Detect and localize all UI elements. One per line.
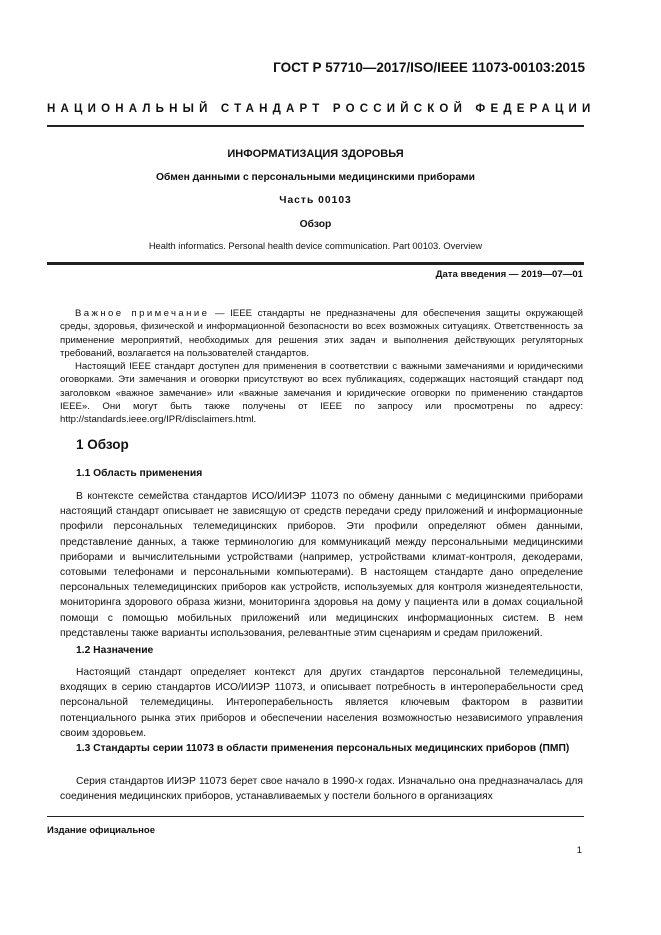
- section-1-1-heading: 1.1 Область применения: [76, 468, 203, 479]
- section-1-3-heading: 1.3 Стандарты серии 11073 в области применения персональных медицинских приборов (ПМП): [76, 743, 570, 754]
- section-1-heading: 1 Обзор: [76, 437, 129, 452]
- page-number: 1: [576, 845, 582, 856]
- important-note: [60, 307, 583, 360]
- introduction-date: Дата введения — 2019—07—01: [435, 269, 583, 280]
- title-main: ИНФОРМАТИЗАЦИЯ ЗДОРОВЬЯ: [227, 148, 404, 160]
- national-standard-banner: НАЦИОНАЛЬНЫЙ СТАНДАРТ РОССИЙСКОЙ ФЕДЕРАЦИИ: [47, 103, 596, 115]
- edition-label: Издание официальное: [47, 825, 155, 836]
- footer-divider: [47, 816, 584, 817]
- title-divider: [47, 262, 584, 265]
- section-1-3-text: Серия стандартов ИИЭР 11073 берет свое начало в 1990-х годах. Изначально она предназначалась для соединения медицинских приборов, устанавливаемых у постели больного в организациях: [60, 776, 583, 803]
- section-1-2-heading: 1.2 Назначение: [76, 645, 154, 656]
- title-name: Обзор: [299, 219, 332, 230]
- title-sub: Обмен данными с персональными медицинскими приборами: [156, 172, 475, 183]
- header-divider: [47, 125, 584, 127]
- note-text: — IEEE стандарты не предназначены для обеспечения защиты окружающей среды, здоровья, физической и информационной безопасности во всех возможных ситуациях. Ответственность за применение мероприятий, необходимых для решения этих задач и выполнения действующих регуляторных требований, возлагается на пользователей стандартов.: [60, 308, 583, 359]
- note-text-2: Настоящий IEEE стандарт доступен для применения в соответствии с важными замечаниями и юридическими оговорками. Эти замечания и оговорки присутствуют во всех публикациях, содержащих настоящий стандарт под заголовком «важное замечание» или «важные замечания и юридические оговорки по применению стандартов IEEE». Они могут быть также получены от IEEE по запросу или просмотрены по адресу: http://standards.ieee.org/IPR/disclaimers.html.: [60, 361, 583, 426]
- section-1-1-text: В контексте семейства стандартов ИСО/ИИЭР 11073 по обмену данными с медицинскими приборами настоящий стандарт описывает не зависящую от средств передачи среду приложений и информационные профили персональных телемедицинских приборов. Эти профили определяют обмен данными, представление данных, а также терминологию для коммуникаций между персональными медицинскими приборами и вычислительными устройствами (например, устройствами климат-контроля, декодерами, сотовыми телефонами и персональными компьютерами). В настоящем стандарте дано определение персональных телемедицинских приборов как устройств, используемых для контроля жизнедеятельности, мониторинга здорового образа жизни, мониторинга здоровья на дому у пациента или в домах социальной помощи с помощью мобильных приложений или медицинских информационных систем. В нем представлены также варианты использования, релевантные этим сценариям и средам приложений.: [60, 491, 583, 639]
- note-label: Важное примечание: [75, 308, 210, 319]
- title-part: Часть 00103: [279, 195, 352, 206]
- title-english: Health informatics. Personal health device communication. Part 00103. Overview: [148, 241, 483, 251]
- document-code: ГОСТ Р 57710—2017/ISO/IEEE 11073-00103:2015: [273, 60, 585, 75]
- section-1-2-text: Настоящий стандарт определяет контекст для других стандартов персональной телемедицины, входящих в серию стандартов ИСО/ИИЭР 11073, и описывает потребность в интероперабельности сред персональной телемедицины. Интероперабельность является ключевым фактором в развитии потенциального рынка этих приборов и обеспечении населения возможностью независимого управления своим здоровьем.: [60, 667, 583, 739]
